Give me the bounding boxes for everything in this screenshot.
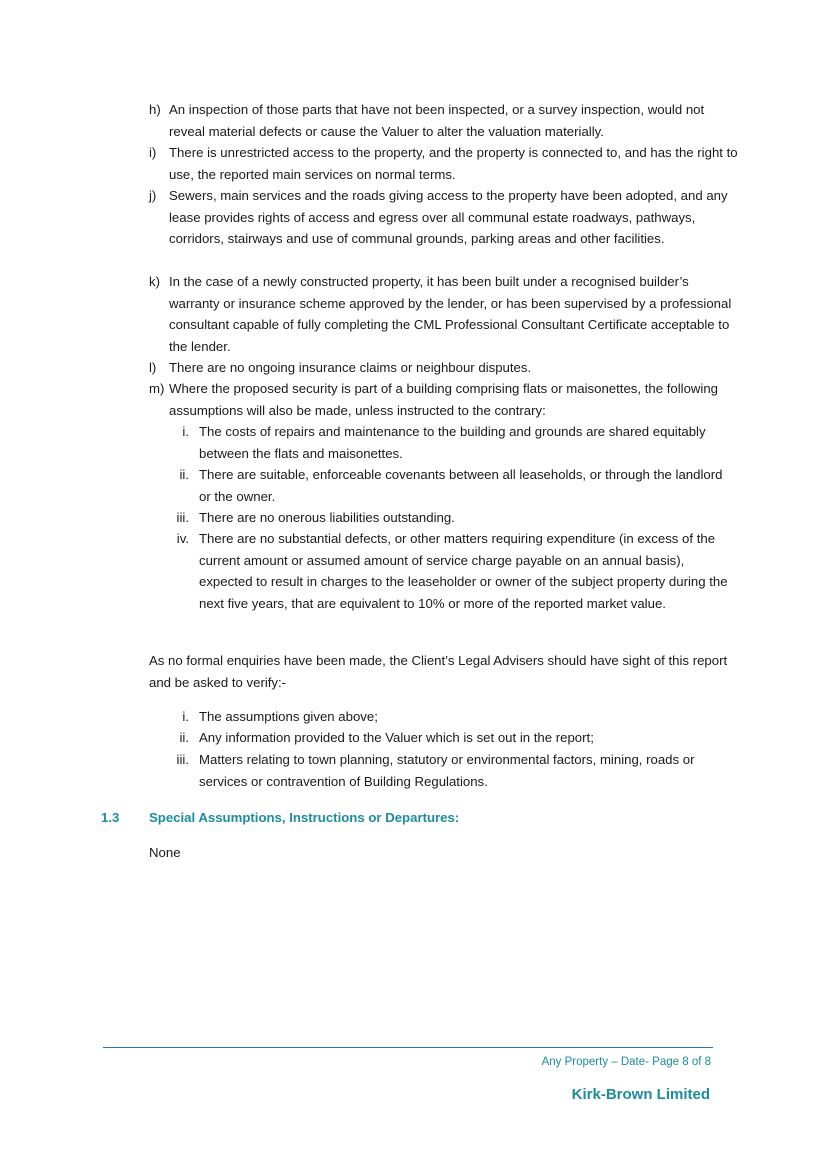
list-marker: h) bbox=[149, 102, 161, 117]
section-title: Special Assumptions, Instructions or Departures: bbox=[149, 810, 460, 825]
footer-company-name: Kirk-Brown Limited bbox=[571, 1086, 710, 1103]
verify-list-marker: iii. bbox=[176, 752, 189, 767]
verify-list-item bbox=[179, 727, 729, 749]
list-item-j bbox=[149, 185, 739, 250]
sub-list-item-text: There are suitable, enforceable covenants between all leaseholds, or through the landlord or the owner. bbox=[199, 467, 723, 504]
list-item-text: There is unrestricted access to the property, and the property is connected to, and has the right to use, the reported main services on normal terms. bbox=[169, 145, 738, 182]
list-item-text: Where the proposed security is part of a building comprising flats or maisonettes, the following assumptions will also be made, unless instructed to the contrary: bbox=[169, 381, 719, 418]
sub-list-marker: iv. bbox=[176, 531, 189, 546]
verify-list-item-text: Any information provided to the Valuer which is set out in the report; bbox=[199, 730, 594, 745]
list-marker: l) bbox=[149, 360, 157, 375]
sub-list-marker: ii. bbox=[179, 467, 189, 482]
sub-list-item-text: There are no onerous liabilities outstanding. bbox=[199, 510, 455, 525]
verify-list-item bbox=[182, 706, 729, 728]
list-item-l bbox=[149, 357, 739, 379]
verify-list-item-text: Matters relating to town planning, statutory or environmental factors, mining, roads or services or contravention of Building Regulations. bbox=[199, 752, 695, 789]
legal-advisers-paragraph: As no formal enquiries have been made, the Client’s Legal Advisers should have sight of this report and be asked to verify:- bbox=[149, 653, 728, 690]
section-body: None bbox=[149, 845, 181, 860]
sub-list-marker: iii. bbox=[176, 510, 189, 525]
list-marker: k) bbox=[149, 274, 160, 289]
list-item-i bbox=[149, 142, 739, 185]
verify-list-item bbox=[176, 749, 729, 792]
sub-list-item bbox=[176, 528, 729, 614]
verify-list-marker: i. bbox=[182, 709, 189, 724]
sub-list-item bbox=[182, 421, 729, 464]
list-marker: j) bbox=[149, 188, 157, 203]
list-marker: m) bbox=[149, 381, 165, 396]
list-item-m bbox=[149, 378, 739, 421]
footer-divider bbox=[103, 1047, 713, 1048]
list-marker: i) bbox=[149, 145, 157, 160]
verify-list-marker: ii. bbox=[179, 730, 189, 745]
sub-list-item bbox=[179, 464, 729, 507]
list-item-h bbox=[149, 99, 739, 142]
sub-list-item bbox=[176, 507, 729, 529]
section-number: 1.3 bbox=[101, 810, 120, 825]
sub-list-marker: i. bbox=[182, 424, 189, 439]
list-item-text: In the case of a newly constructed property, it has been built under a recognised builder’s warranty or insurance scheme approved by the lender, or has been supervised by a professional consultant capable of fully completing the CML Professional Consultant Certificate acceptable to the lender. bbox=[169, 274, 732, 354]
list-item-text: An inspection of those parts that have not been inspected, or a survey inspection, would not reveal material defects or cause the Valuer to alter the valuation materially. bbox=[169, 102, 705, 139]
list-item-k bbox=[149, 271, 739, 357]
list-item-text: There are no ongoing insurance claims or neighbour disputes. bbox=[169, 360, 532, 375]
footer-page-number: Any Property – Date- Page 8 of 8 bbox=[541, 1056, 711, 1068]
verify-list-item-text: The assumptions given above; bbox=[199, 709, 378, 724]
sub-list-item-text: There are no substantial defects, or other matters requiring expenditure (in excess of the current amount or assumed amount of service charge payable on an annual basis), expected to result in charges to the leaseholder or owner of the subject property during the next five years, that are equivalent to 10% or more of the reported market value. bbox=[199, 531, 728, 611]
list-item-text: Sewers, main services and the roads giving access to the property have been adopted, and any lease provides rights of access and egress over all communal estate roadways, pathways, corridors, stairways and use of communal grounds, parking areas and other facilities. bbox=[169, 188, 728, 246]
sub-list-item-text: The costs of repairs and maintenance to the building and grounds are shared equitably between the flats and maisonettes. bbox=[199, 424, 706, 461]
